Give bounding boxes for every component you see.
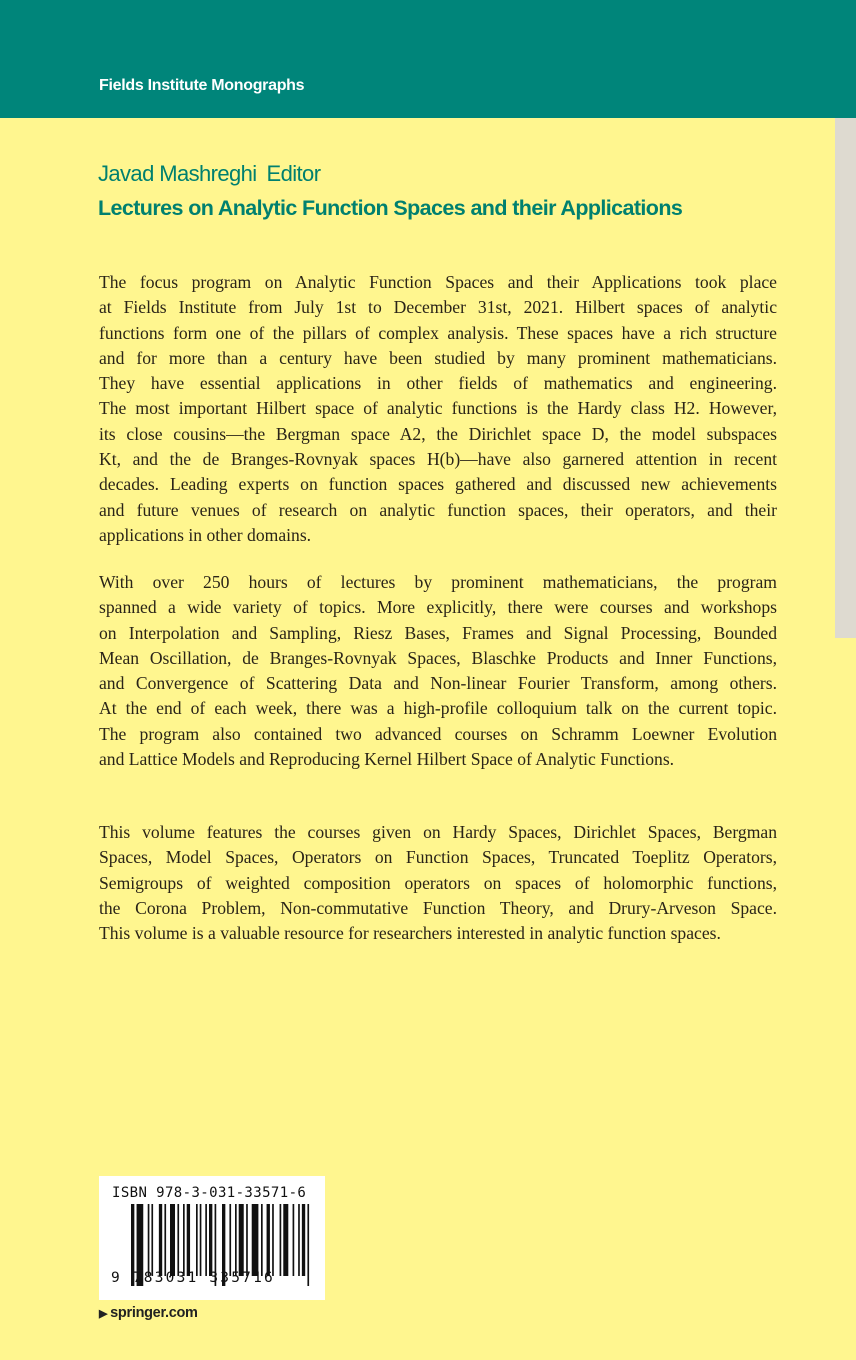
blurb-paragraph-2 [99,570,777,772]
barcode-bar [272,1204,274,1276]
text-line: They have essential applications in other fields of mathematics and engineering. [99,373,777,394]
edge-strip [835,118,856,638]
barcode-bar [283,1204,288,1276]
barcode-bar [170,1204,175,1276]
barcode-bar [196,1204,198,1276]
text-line: applications in other domains. [99,524,312,545]
barcode-bar [183,1204,185,1276]
barcode-bar [261,1204,263,1276]
text-line: and for more than a century have been studied by many prominent mathematicians. [99,347,777,368]
barcode-bar [252,1204,259,1276]
series-band [0,0,856,118]
text-line: functions form one of the pillars of complex analysis. These spaces have a rich structure [99,322,777,343]
barcode-bar [293,1204,295,1276]
barcode-bar [148,1204,150,1276]
text-line: The focus program on Analytic Function Spaces and their Applications took place [99,272,777,292]
barcode-bar [235,1204,237,1276]
barcode-bar [280,1204,282,1276]
arrow-right-icon: ▶ [99,1308,108,1320]
blurb-paragraph-3 [99,820,777,946]
text-line: Spaces, Model Spaces, Operators on Function Spaces, Truncated Toeplitz Operators, [99,847,777,868]
text-line: This volume features the courses given on Hardy Spaces, Dirichlet Spaces, Bergman [99,822,777,842]
barcode-bar [187,1204,190,1276]
text-line: and future venues of research on analytic function spaces, their operators, and their [99,499,777,520]
publisher-link[interactable] [99,1305,198,1321]
editor-line [98,161,320,187]
barcode-bar [209,1204,212,1276]
text-line: and Lattice Models and Reproducing Kernel Hilbert Space of Analytic Functions. [99,749,675,770]
barcode-bar [267,1204,270,1276]
barcode-bar [151,1204,153,1276]
text-line: spanned a wide variety of topics. More explicitly, there were courses and workshops [99,597,777,618]
barcode-bar [246,1204,248,1276]
text-line: At the end of each week, there was a high-profile colloquium talk on the current topic. [99,698,777,719]
text-line: on Interpolation and Sampling, Riesz Bases, Frames and Signal Processing, Bounded [99,622,777,643]
text-line: This volume is a valuable resource for researchers interested in analytic function spaces. [99,923,721,944]
editor-name: Javad Mashreghi [98,161,257,186]
text-line: The program also contained two advanced courses on Schramm Loewner Evolution [99,723,777,744]
editor-role: Editor [266,161,321,186]
text-line: and Convergence of Scattering Data and Non-linear Fourier Transform, among others. [99,673,777,694]
barcode-bar [298,1204,300,1276]
series-name: Fields Institute Monographs [99,77,305,94]
book-title: Lectures on Analytic Function Spaces and their Applications [98,196,683,220]
barcode-bar [205,1204,207,1276]
barcode-bar [177,1204,179,1276]
barcode-bar [164,1204,166,1276]
blurb-paragraph-1 [99,270,777,548]
barcode-bar [229,1204,231,1276]
text-line: With over 250 hours of lectures by prominent mathematicians, the program [99,572,777,592]
text-line: the Corona Problem, Non-commutative Function Theory, and Drury-Arveson Space. [99,897,777,918]
barcode-bar [200,1204,202,1276]
barcode-bar [307,1204,309,1286]
text-line: Semigroups of weighted composition operators on spaces of holomorphic functions, [99,872,777,893]
barcode-bar [302,1204,305,1276]
isbn-label: ISBN 978-3-031-33571-6 [112,1185,307,1201]
text-line: at Fields Institute from July 1st to December 31st, 2021. Hilbert spaces of analytic [99,297,777,318]
barcode-bar [159,1204,162,1276]
publisher-link-text: springer.com [110,1305,198,1321]
barcode-bar [239,1204,244,1276]
text-line: decades. Leading experts on function spaces gathered and discussed new achievements [99,474,777,495]
text-line: Kt, and the de Branges-Rovnyak spaces H(b)—have also garnered attention in recent [99,449,777,470]
text-line: its close cousins—the Bergman space A2, the Dirichlet space D, the model subspaces [99,423,777,444]
isbn-barcode [99,1176,325,1300]
barcode-digits: 9 783031 335716 [111,1270,275,1286]
text-line: The most important Hilbert space of analytic functions is the Hardy class H2. However, [99,398,777,419]
text-line: Mean Oscillation, de Branges-Rovnyak Spaces, Blaschke Products and Inner Functions, [99,647,777,668]
